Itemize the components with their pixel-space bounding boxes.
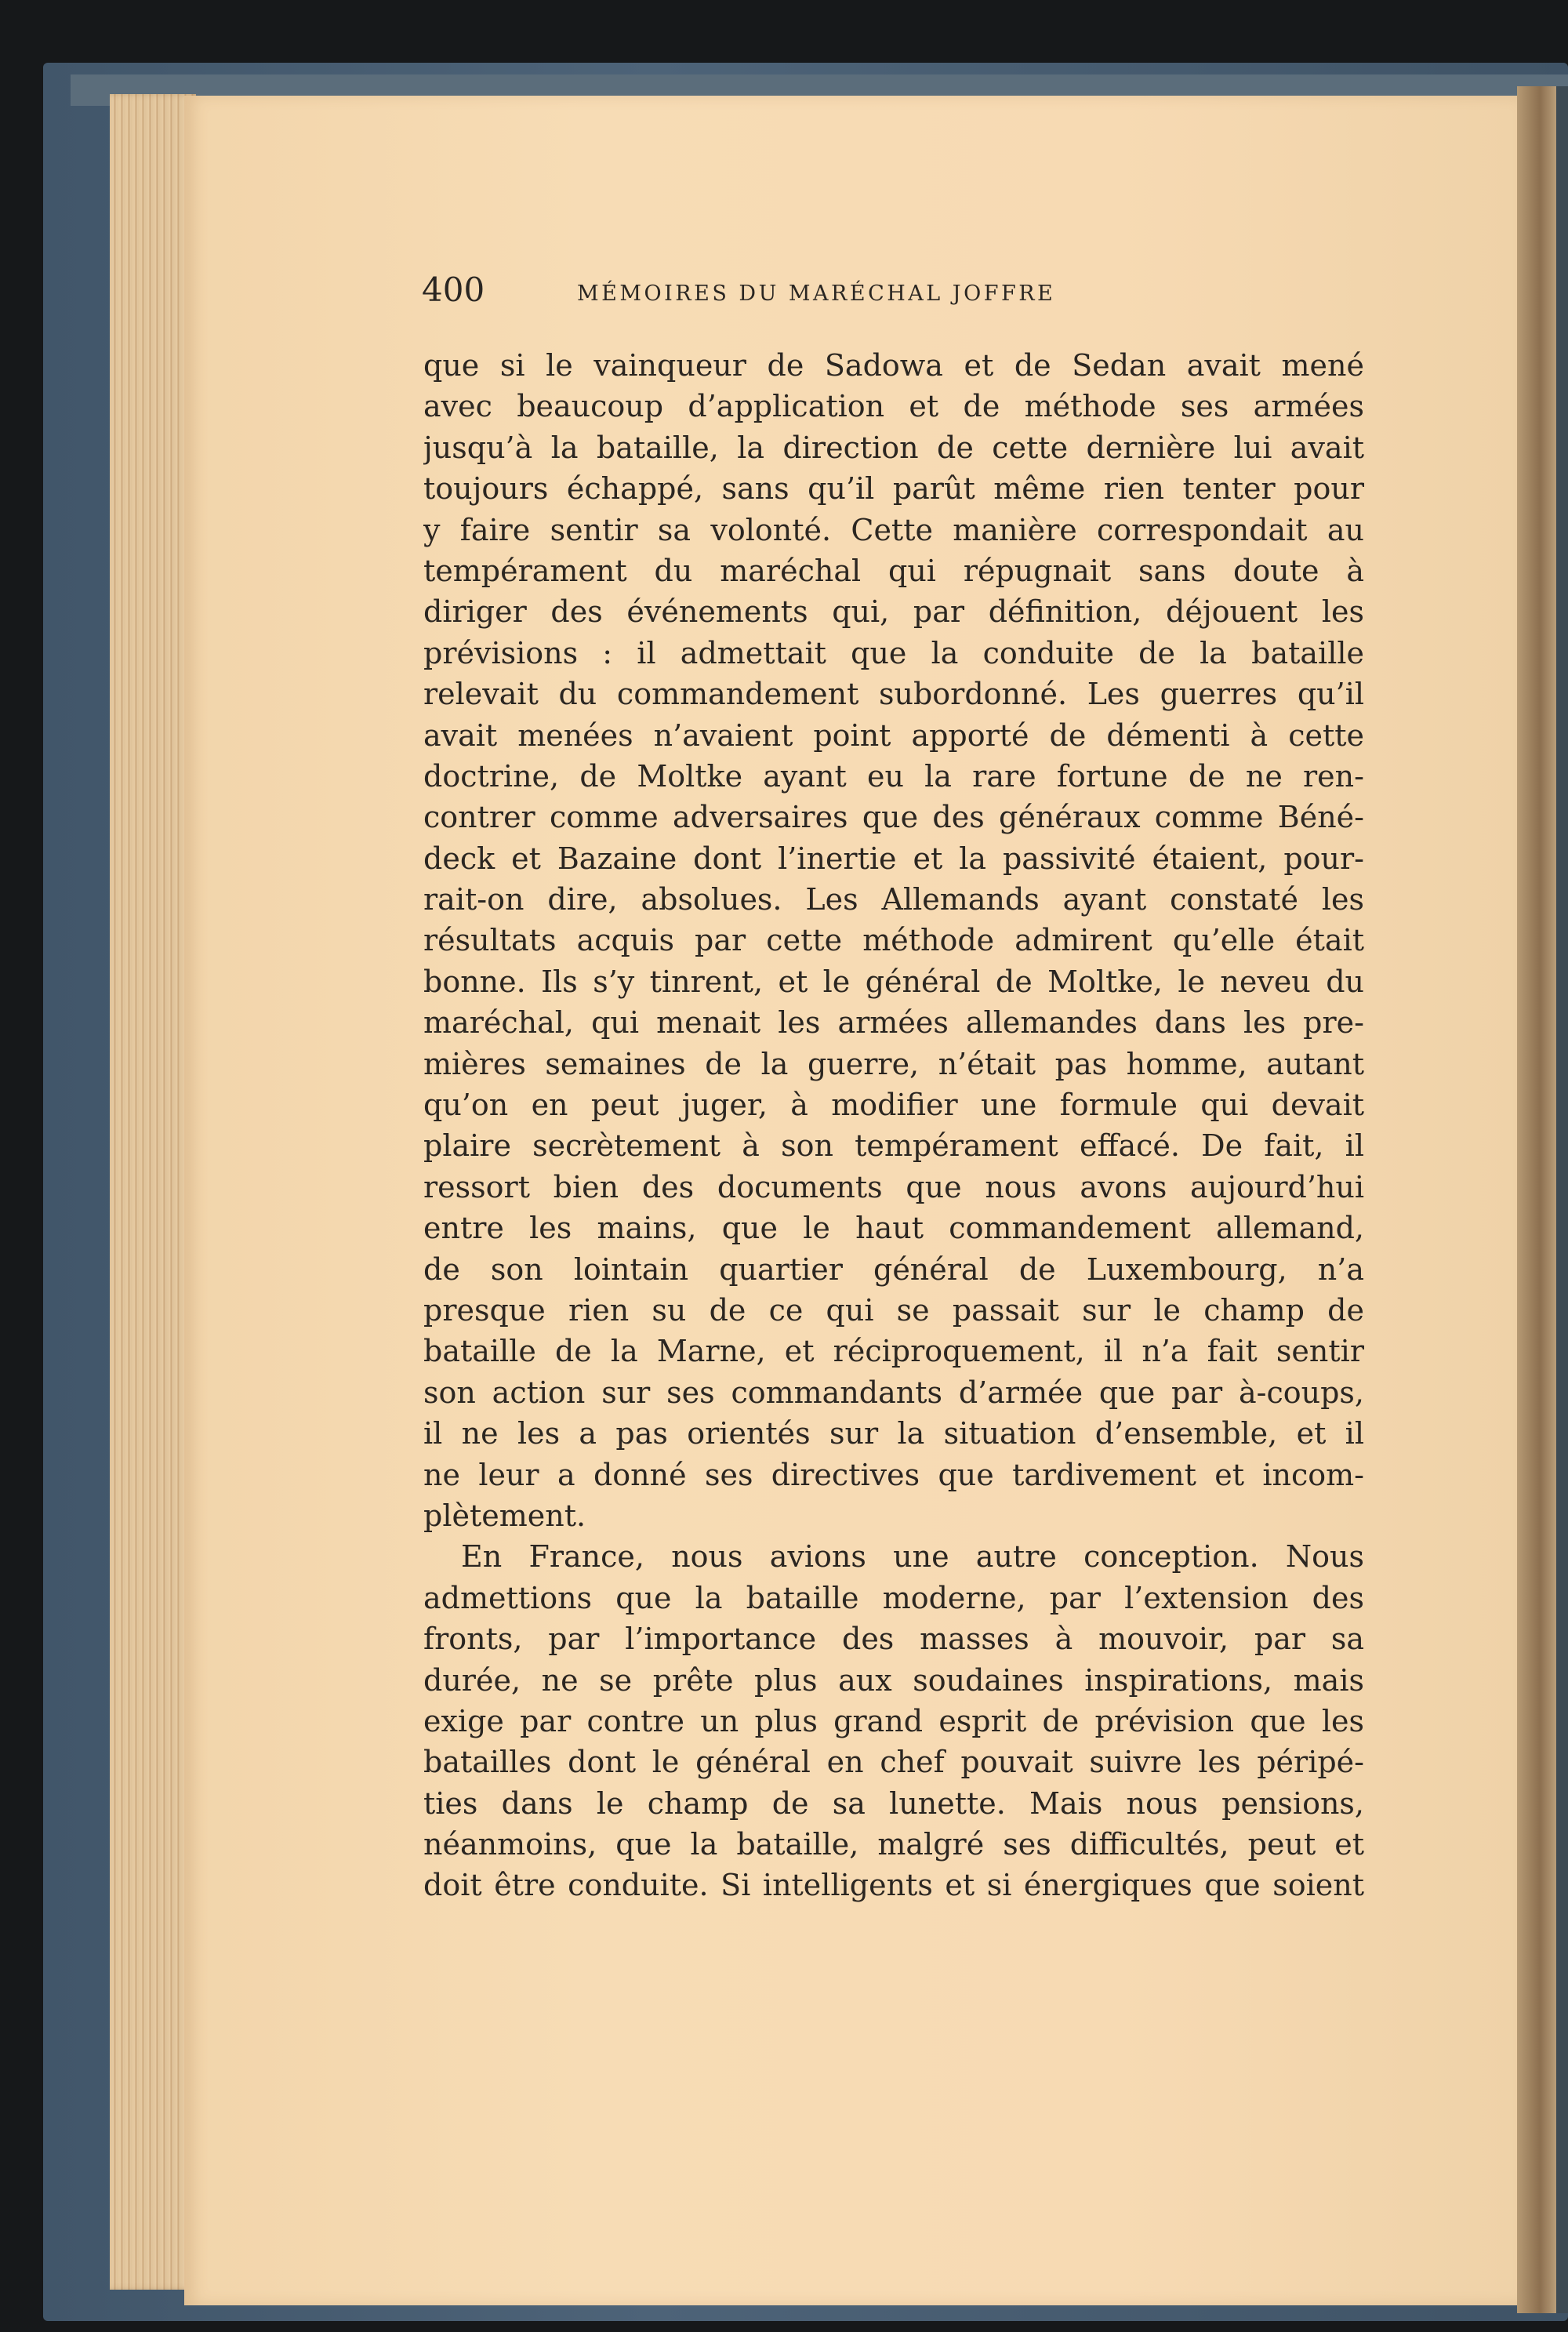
text-line: deck et Bazaine dont l’inertie et la passivité étaient, pour- <box>423 841 1364 876</box>
text-line: avait menées n’avaient point apporté de démenti à cette <box>423 717 1364 753</box>
text-line-paragraph-start: En France, nous avions une autre conception. Nous <box>461 1539 1364 1575</box>
text-line: bataille de la Marne, et réciproquement, il n’a fait sentir <box>423 1334 1364 1369</box>
text-line: contrer comme adversaires que des généraux comme Béné- <box>423 800 1364 835</box>
page-edges <box>110 94 196 2290</box>
text-line: doit être conduite. Si intelligents et si énergiques que soient <box>423 1868 1364 1903</box>
text-line: entre les mains, que le haut commandement allemand, <box>423 1211 1364 1246</box>
running-title: MÉMOIRES DU MARÉCHAL JOFFRE <box>577 282 1056 306</box>
text-line: bonne. Ils s’y tinrent, et le général de Moltke, le neveu du <box>423 964 1364 999</box>
text-line: ties dans le champ de sa lunette. Mais nous pensions, <box>423 1785 1364 1821</box>
text-line: tempérament du maréchal qui répugnait sans doute à <box>423 553 1364 588</box>
text-line: diriger des événements qui, par définition, déjouent les <box>423 594 1364 630</box>
text-line: mières semaines de la guerre, n’était pas homme, autant <box>423 1046 1364 1081</box>
text-line: exige par contre un plus grand esprit de prévision que les <box>423 1703 1364 1738</box>
text-line: son action sur ses commandants d’armée que par à-coups, <box>423 1375 1364 1410</box>
text-line: rait-on dire, absolues. Les Allemands ayant constaté les <box>423 882 1364 917</box>
text-line: il ne les a pas orientés sur la situation d’ensemble, et il <box>423 1416 1364 1451</box>
text-line: toujours échappé, sans qu’il parût même rien tenter pour <box>423 471 1364 507</box>
text-line: relevait du commandement subordonné. Les guerres qu’il <box>423 677 1364 712</box>
text-line-paragraph-end: plètement. <box>423 1498 586 1533</box>
text-line: doctrine, de Moltke ayant eu la rare fortune de ne ren- <box>423 758 1364 794</box>
text-line: plaire secrètement à son tempérament effacé. De fait, il <box>423 1128 1364 1164</box>
text-line: ressort bien des documents que nous avons aujourd’hui <box>423 1169 1364 1204</box>
body-text <box>423 345 1364 1906</box>
text-line: avec beaucoup d’application et de méthode ses armées <box>423 389 1364 424</box>
text-line: qu’on en peut juger, à modifier une formule qui devait <box>423 1088 1364 1123</box>
text-line: résultats acquis par cette méthode admirent qu’elle était <box>423 923 1364 958</box>
text-line: batailles dont le général en chef pouvait suivre les péripé- <box>423 1745 1364 1780</box>
text-line: maréchal, qui menait les armées allemandes dans les pre- <box>423 1005 1364 1041</box>
text-line: presque rien su de ce qui se passait sur le champ de <box>423 1292 1364 1328</box>
text-line: que si le vainqueur de Sadowa et de Sedan avait mené <box>423 348 1364 383</box>
next-page-strip <box>1556 86 1568 2313</box>
text-line: jusqu’à la bataille, la direction de cette dernière lui avait <box>423 430 1364 465</box>
running-head <box>422 271 1441 318</box>
text-line: néanmoins, que la bataille, malgré ses difficultés, peut et <box>423 1827 1364 1862</box>
text-line: prévisions : il admettait que la conduite de la bataille <box>423 635 1364 670</box>
text-line: y faire sentir sa volonté. Cette manière correspondait au <box>423 512 1364 547</box>
text-line: durée, ne se prête plus aux soudaines inspirations, mais <box>423 1662 1364 1698</box>
text-line: fronts, par l’importance des masses à mouvoir, par sa <box>423 1622 1364 1657</box>
text-line: admettions que la bataille moderne, par l’extension des <box>423 1580 1364 1615</box>
page-number: 400 <box>422 271 485 309</box>
text-line: ne leur a donné ses directives que tardivement et incom- <box>423 1457 1364 1492</box>
text-line: de son lointain quartier général de Luxembourg, n’a <box>423 1251 1364 1287</box>
